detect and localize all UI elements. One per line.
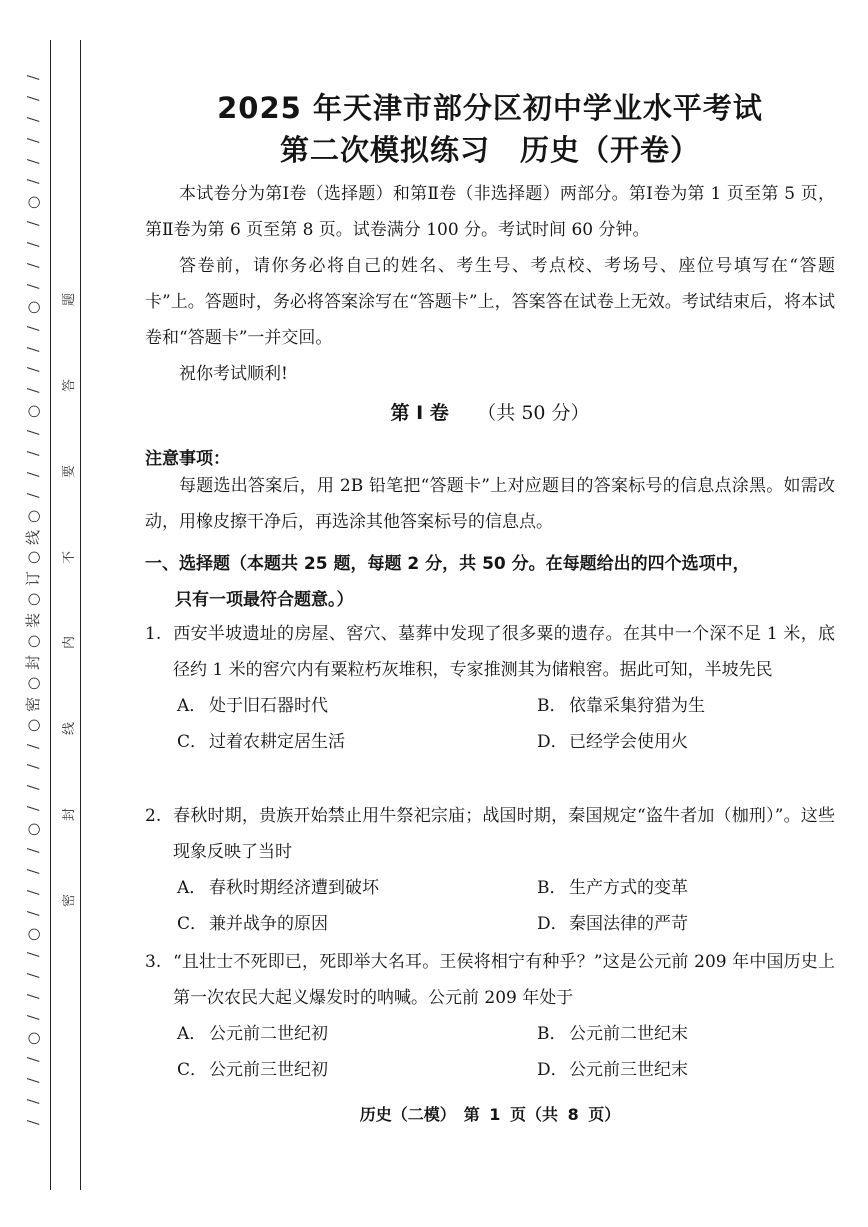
question-text: “且壮士不死即已，死即举大名耳。王侯将相宁有种乎？”这是公元前 209 年中国历史上第一次农民大起义爆发时的呐喊。公元前 209 年处于: [173, 952, 835, 1008]
seal-line-strip: [24, 70, 44, 1130]
warning-char: 不: [62, 550, 78, 564]
footer-page-number: 第 1 页（共 8 页）: [463, 1105, 621, 1124]
warning-char: 内: [62, 636, 78, 650]
seal-line-mark: /: [24, 743, 43, 749]
question-2: [145, 798, 835, 942]
seal-line-mark: 线: [24, 529, 43, 545]
option-c[interactable]: [177, 906, 537, 942]
seal-line-mark: ○: [24, 551, 43, 565]
seal-line-mark: /: [24, 158, 43, 164]
seal-line-mark: /: [24, 137, 43, 143]
seal-line-mark: /: [24, 242, 43, 248]
option-letter: A．: [177, 878, 207, 898]
seal-line-mark: /: [24, 430, 43, 436]
option-text: 依靠采集狩猎为生: [569, 696, 705, 716]
seal-line-mark: /: [24, 994, 43, 1000]
seal-line-mark: 装: [24, 613, 43, 629]
warning-char: 线: [62, 722, 78, 736]
exam-title: 2025 年天津市部分区初中学业水平考试: [217, 91, 763, 125]
option-letter: D．: [537, 914, 568, 934]
option-text: 处于旧石器时代: [209, 696, 328, 716]
seal-line-mark: ○: [24, 300, 43, 314]
intro-paragraph: 本试卷分为第Ⅰ卷（选择题）和第Ⅱ卷（非选择题）两部分。第Ⅰ卷为第 1 页至第 5 页，第Ⅱ卷为第 6 页至第 8 页。试卷满分 100 分。考试时间 60 分钟。: [145, 184, 835, 240]
seal-line-mark: 密: [24, 696, 43, 712]
option-b[interactable]: [537, 1016, 867, 1052]
option-letter: B．: [537, 1024, 567, 1044]
question-text: 春秋时期，贵族开始禁止用牛祭祀宗庙；战国时期，秦国规定“盗牛者加（枷刑）”。这些现象反映了当时: [173, 806, 835, 862]
option-a[interactable]: [177, 870, 537, 906]
option-text: 兼并战争的原因: [209, 914, 328, 934]
seal-line-mark: /: [24, 346, 43, 352]
no-answer-warning-strip: [58, 290, 78, 910]
section-heading-line: 只有一项最符合题意。）: [175, 590, 354, 610]
seal-line-mark: /: [24, 973, 43, 979]
option-list: [145, 688, 835, 760]
seal-line-mark: /: [24, 847, 43, 853]
notice-heading: 注意事项：: [145, 449, 230, 469]
question-3: [145, 944, 835, 1088]
seal-line-mark: /: [24, 388, 43, 394]
volume-score: （共 50 分）: [486, 402, 590, 424]
intro-paragraph: 答卷前，请你务必将自己的姓名、考生号、考点校、考场号、座位号填写在“答题卡”上。答题时，务必将答案涂写在“答题卡”上，答案答在试卷上无效。考试结束后，将本试卷和“答题卡”一并交回。: [145, 256, 835, 348]
seal-line-mark: /: [24, 889, 43, 895]
seal-line-mark: /: [24, 1056, 43, 1062]
option-letter: B．: [537, 696, 567, 716]
option-text: 公元前二世纪末: [569, 1024, 688, 1044]
seal-line-mark: /: [24, 179, 43, 185]
option-letter: C．: [177, 732, 208, 752]
seal-line-mark: /: [24, 1015, 43, 1021]
option-letter: D．: [537, 1060, 568, 1080]
seal-line-mark: /: [24, 1098, 43, 1104]
seal-line-mark: /: [24, 116, 43, 122]
seal-line-mark: ○: [24, 509, 43, 523]
warning-char: 答: [62, 378, 78, 392]
section-heading: [145, 546, 835, 618]
seal-line-mark: ○: [24, 635, 43, 649]
good-luck-text: 祝你考试顺利!: [179, 364, 288, 384]
seal-line-mark: /: [24, 95, 43, 101]
option-letter: D．: [537, 732, 568, 752]
seal-line-mark: ○: [24, 718, 43, 732]
seal-line-mark: ○: [24, 676, 43, 690]
warning-char: 封: [62, 808, 78, 822]
seal-line-mark: /: [24, 471, 43, 477]
seal-line-mark: /: [24, 785, 43, 791]
seal-line-mark: ○: [24, 1031, 43, 1046]
section-heading-line: 一、选择题（本题共 25 题，每题 2 分，共 50 分。在每题给出的四个选项中，: [145, 554, 750, 574]
option-d[interactable]: [537, 724, 867, 760]
option-letter: C．: [177, 1060, 208, 1080]
option-b[interactable]: [537, 688, 867, 724]
option-c[interactable]: [177, 724, 537, 760]
seal-line-mark: /: [24, 367, 43, 373]
warning-char: 要: [62, 464, 78, 478]
question-stem: [145, 944, 835, 1016]
option-a[interactable]: [177, 688, 537, 724]
binding-margin-line: [80, 40, 81, 1190]
option-a[interactable]: [177, 1016, 537, 1052]
question-stem: [145, 616, 835, 688]
seal-line-mark: /: [24, 806, 43, 812]
option-b[interactable]: [537, 870, 867, 906]
seal-line-mark: 封: [24, 654, 43, 670]
question-text: 西安半坡遗址的房屋、窖穴、墓葬中发现了很多粟的遗存。在其中一个深不足 1 米，底径约 1 米的窖穴内有粟粒朽灰堆积，专家推测其为储粮窖。据此可知，半坡先民: [173, 624, 835, 680]
seal-line-mark: ○: [24, 196, 43, 210]
option-text: 春秋时期经济遭到破坏: [209, 878, 379, 898]
option-d[interactable]: [537, 1052, 867, 1088]
option-text: 公元前二世纪初: [209, 1024, 328, 1044]
seal-line-mark: /: [24, 1119, 43, 1125]
option-text: 已经学会使用火: [569, 732, 688, 752]
binding-margin-line: [50, 40, 51, 1190]
seal-line-mark: /: [24, 492, 43, 498]
option-text: 生产方式的变革: [569, 878, 688, 898]
question-stem: [145, 798, 835, 870]
seal-line-mark: /: [24, 283, 43, 289]
option-letter: C．: [177, 914, 208, 934]
seal-line-mark: /: [24, 262, 43, 269]
volume-heading: [120, 398, 860, 425]
seal-line-mark: /: [24, 764, 43, 770]
seal-line-mark: ○: [24, 405, 43, 419]
option-list: [145, 870, 835, 942]
question-number: 1.: [145, 624, 162, 644]
question-number: 2.: [145, 806, 162, 826]
option-letter: A．: [177, 696, 207, 716]
option-text: 过着农耕定居生活: [209, 732, 345, 752]
seal-line-mark: /: [24, 910, 43, 916]
exam-subtitle: 第二次模拟练习 历史（开卷）: [279, 133, 700, 167]
footer-subject: 历史（二模）: [359, 1105, 448, 1124]
option-text: 秦国法律的严苛: [569, 914, 688, 934]
seal-line-mark: /: [24, 1077, 43, 1083]
option-c[interactable]: [177, 1052, 537, 1088]
question-1: [145, 616, 835, 760]
volume-title: 第 Ⅰ 卷: [390, 402, 449, 424]
question-number: 3.: [145, 952, 162, 972]
seal-line-mark: /: [24, 952, 43, 958]
option-list: [145, 1016, 835, 1088]
seal-line-mark: /: [24, 221, 43, 227]
seal-line-mark: ○: [24, 823, 43, 837]
warning-char: 题: [62, 292, 78, 307]
option-d[interactable]: [537, 906, 867, 942]
option-text: 公元前三世纪末: [569, 1060, 688, 1080]
seal-line-mark: /: [24, 868, 43, 874]
warning-char: 密: [62, 893, 78, 907]
notice-text: 每题选出答案后，用 2B 铅笔把“答题卡”上对应题目的答案标号的信息点涂黑。如需改动，用橡皮擦干净后，再选涂其他答案标号的信息点。: [145, 476, 835, 532]
seal-line-mark: 订: [24, 571, 43, 587]
option-letter: A．: [177, 1024, 207, 1044]
seal-line-mark: /: [24, 325, 43, 331]
seal-line-mark: ○: [24, 593, 43, 607]
seal-line-mark: /: [24, 451, 43, 457]
option-letter: B．: [537, 878, 567, 898]
option-text: 公元前三世纪初: [209, 1060, 328, 1080]
page-footer: [120, 1102, 860, 1125]
seal-line-mark: /: [24, 74, 43, 81]
seal-line-mark: ○: [24, 927, 43, 941]
